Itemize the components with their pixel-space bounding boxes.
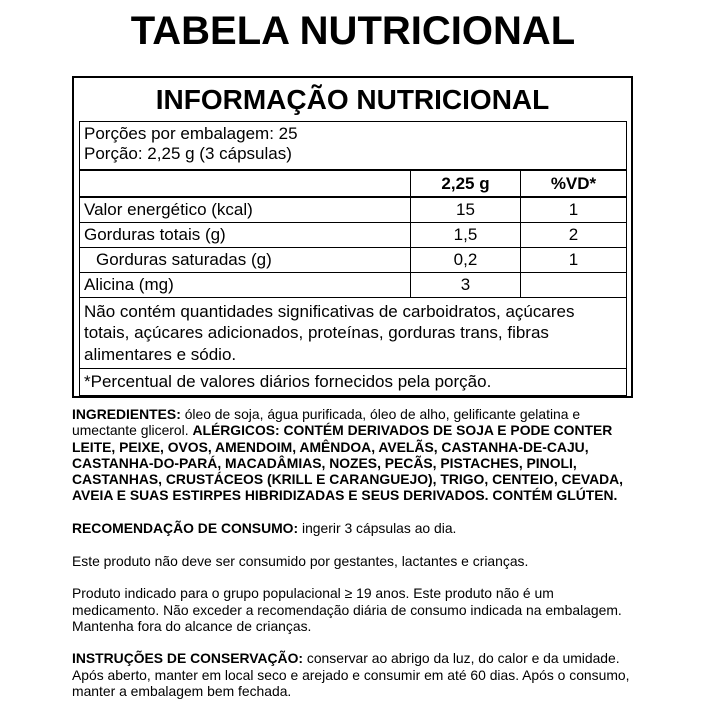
recommendation-line (72, 520, 702, 536)
warning-paragraph (72, 553, 702, 569)
column-header-amount: 2,25 g (411, 170, 521, 197)
storage-line (72, 650, 702, 666)
table-row (80, 197, 627, 222)
nutrient-amount: 1,5 (411, 222, 521, 247)
table-row (80, 222, 627, 247)
storage-text: conservar ao abrigo da luz, do calor e da umidade. (306, 650, 620, 667)
allergens-text: LEITE, PEIXE, OVOS, AMENDOIM, AMÊNDOA, AVELÃS, CASTANHA-DE-CAJU, (72, 438, 589, 455)
recommendation-paragraph (72, 520, 702, 536)
ingredients-line (72, 406, 702, 422)
indication-paragraph (72, 585, 702, 634)
nutrient-name: Alicina (mg) (80, 272, 411, 297)
recommendation-text: ingerir 3 cápsulas ao dia. (301, 520, 457, 537)
footnote-row (80, 368, 627, 395)
allergens-text: CASTANHAS, CRUSTÁCEOS (KRILL E CARANGUEJO), TRIGO, CENTEIO, CEVADA, (72, 471, 624, 488)
column-header-blank (80, 170, 411, 197)
allergens-label: ALÉRGICOS: (192, 422, 280, 439)
recommendation-label: RECOMENDAÇÃO DE CONSUMO: (72, 520, 299, 537)
allergens-text: CONTÉM DERIVADOS DE SOJA E PODE CONTER (283, 422, 613, 439)
allergens-text: CASTANHA-DO-PARÁ, MACADÂMIAS, NOZES, PECÃS, PISTACHES, PINOLI, (72, 454, 577, 471)
storage-label: INSTRUÇÕES DE CONSERVAÇÃO: (72, 650, 304, 667)
allergens-line (72, 487, 702, 503)
daily-value-footnote: *Percentual de valores diários fornecidos pela porção. (80, 368, 627, 395)
column-header-daily-value: %VD* (521, 170, 627, 197)
indication-line: Produto indicado para o grupo populacional ≥ 19 anos. Este produto não é um (72, 585, 554, 602)
ingredients-text: óleo de soja, água purificada, óleo de alho, gelificante gelatina e (184, 406, 581, 422)
label-notes (72, 406, 702, 699)
nutrient-daily-value: 1 (521, 197, 627, 222)
indication-line: medicamento. Não exceder a recomendação diária de consumo indicada na embalagem. (72, 601, 622, 618)
page-title: TABELA NUTRICIONAL (130, 9, 576, 53)
nutrient-amount: 15 (411, 197, 521, 222)
ingredients-line (72, 422, 702, 438)
storage-line: manter a embalagem bem fechada. (72, 683, 292, 700)
nutrient-amount: 3 (411, 272, 521, 297)
nutrient-name: Gorduras saturadas (g) (80, 247, 411, 272)
not-significant-row (80, 297, 627, 368)
nutrition-table-header: INFORMAÇÃO NUTRICIONAL (155, 84, 550, 115)
nutrient-daily-value: 2 (521, 222, 627, 247)
table-row (80, 247, 627, 272)
table-row (80, 272, 627, 297)
allergens-text: AVEIA E SUAS ESTIRPES HIBRIDIZADAS E SEUS DERIVADOS. CONTÉM GLÚTEN. (72, 487, 618, 504)
allergens-line (72, 471, 702, 487)
ingredients-paragraph (72, 406, 702, 504)
portions-row (80, 122, 627, 171)
nutrient-name: Gorduras totais (g) (80, 222, 411, 247)
portions-cell (80, 122, 627, 171)
indication-line: Mantenha fora do alcance de crianças. (72, 617, 312, 634)
warning-text: Este produto não deve ser consumido por gestantes, lactantes e crianças. (72, 552, 529, 569)
nutrition-table (79, 121, 627, 396)
nutrient-name: Valor energético (kcal) (80, 197, 411, 222)
serving-size: Porção: 2,25 g (3 cápsulas) (84, 144, 292, 163)
nutrient-amount: 0,2 (411, 247, 521, 272)
ingredients-text: umectante glicerol. (72, 422, 189, 439)
nutrition-facts-box (72, 76, 633, 398)
allergens-line (72, 439, 702, 455)
nutrient-daily-value (521, 272, 627, 297)
column-header-row (80, 170, 627, 197)
storage-line: Após aberto, manter em local seco e arejado e consumir em até 60 dias. Após o consumo, (72, 666, 630, 683)
servings-per-package: Porções por embalagem: 25 (84, 124, 298, 143)
nutrient-daily-value: 1 (521, 247, 627, 272)
storage-paragraph (72, 650, 702, 699)
allergens-line (72, 455, 702, 471)
ingredients-label: INGREDIENTES: (72, 406, 181, 422)
not-significant-note: Não contém quantidades significativas de carboidratos, açúcares totais, açúcares adicionados, proteínas, gorduras trans, fibras alimentares e sódio. (80, 297, 627, 368)
